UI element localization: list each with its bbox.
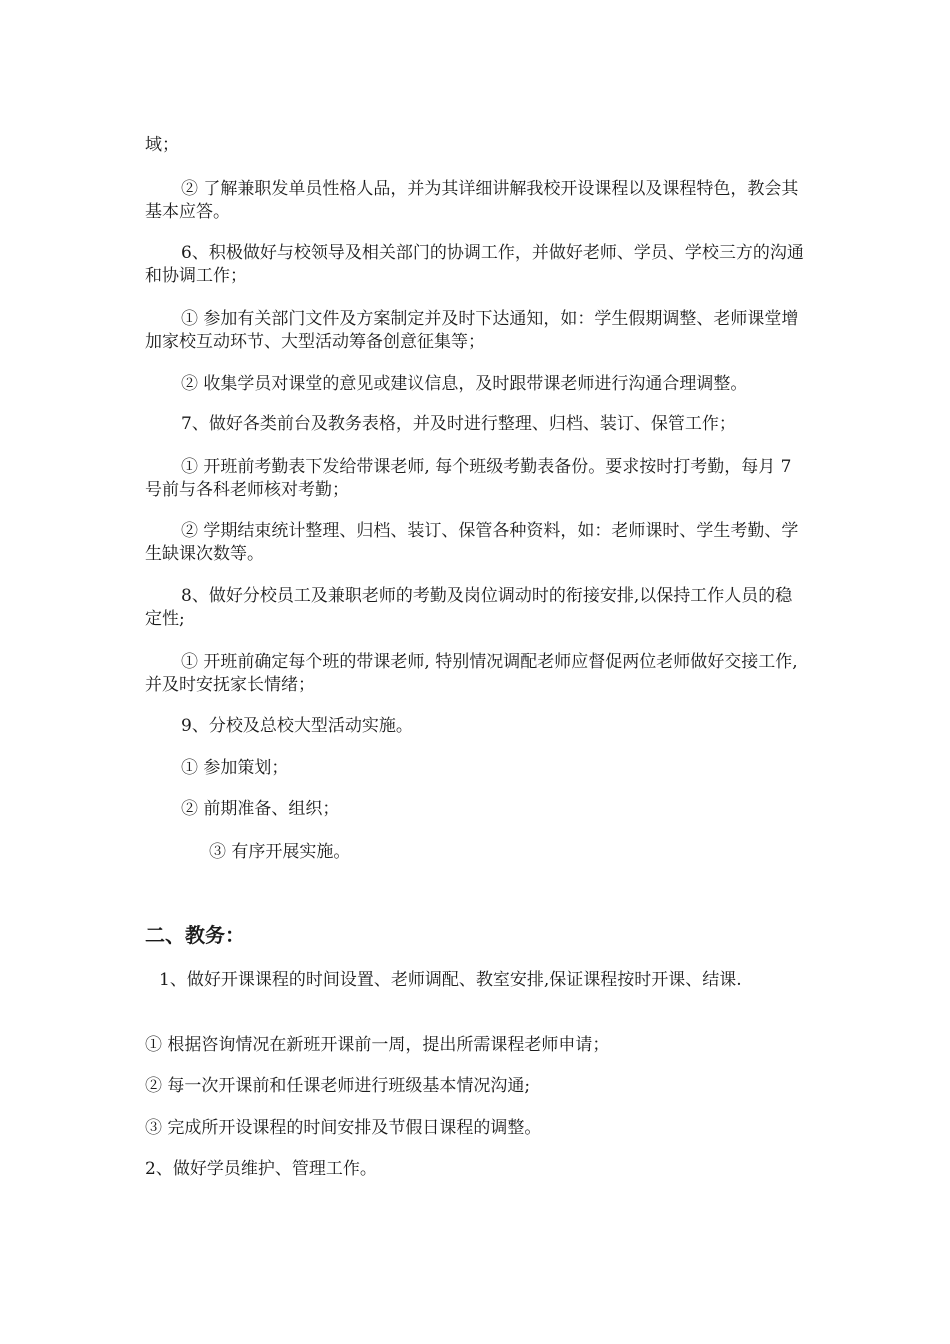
paragraph: ② 学期结束统计整理、归档、装订、保管各种资料，如：老师课时、学生考勤、学生缺课次数等。: [145, 521, 799, 564]
paragraph: 7、做好各类前台及教务表格，并及时进行整理、归档、装订、保管工作；: [181, 414, 736, 434]
paragraph: ② 前期准备、组织；: [181, 799, 340, 819]
paragraph: ② 每一次开课前和任课老师进行班级基本情况沟通;: [145, 1076, 531, 1096]
paragraph: ② 了解兼职发单员性格人品，并为其详细讲解我校开设课程以及课程特色，教会其基本应答。: [145, 179, 799, 222]
paragraph: 9、分校及总校大型活动实施。: [181, 716, 413, 736]
paragraph: 域；: [145, 135, 179, 155]
paragraph: 8、做好分校员工及兼职老师的考勤及岗位调动时的衔接安排,以保持工作人员的稳定性;: [145, 586, 793, 629]
paragraph: ② 收集学员对课堂的意见或建议信息，及时跟带课老师进行沟通合理调整。: [181, 374, 748, 394]
paragraph: ① 参加策划；: [181, 758, 289, 778]
section-heading: 二、教务：: [145, 923, 245, 947]
paragraph: 2、做好学员维护、管理工作。: [145, 1159, 377, 1179]
paragraph: ① 参加有关部门文件及方案制定并及时下达通知，如：学生假期调整、老师课堂增加家校互动环节、大型活动筹备创意征集等；: [145, 309, 799, 352]
paragraph: ③ 有序开展实施。: [209, 842, 351, 862]
paragraph: ① 根据咨询情况在新班开课前一周，提出所需课程老师申请；: [145, 1035, 610, 1055]
paragraph: 6、积极做好与校领导及相关部门的协调工作，并做好老师、学员、学校三方的沟通和协调工作；: [145, 243, 804, 286]
paragraph: ① 开班前考勤表下发给带课老师, 每个班级考勤表备份。要求按时打考勤，每月 7 号前与各科老师核对考勤；: [145, 457, 792, 500]
paragraph: 1、做好开课课程的时间设置、老师调配、教室安排,保证课程按时开课、结课.: [159, 970, 742, 990]
paragraph: ① 开班前确定每个班的带课老师, 特别情况调配老师应督促两位老师做好交接工作, 并及时安抚家长情绪；: [145, 652, 798, 695]
paragraph: ③ 完成所开设课程的时间安排及节假日课程的调整。: [145, 1118, 542, 1138]
